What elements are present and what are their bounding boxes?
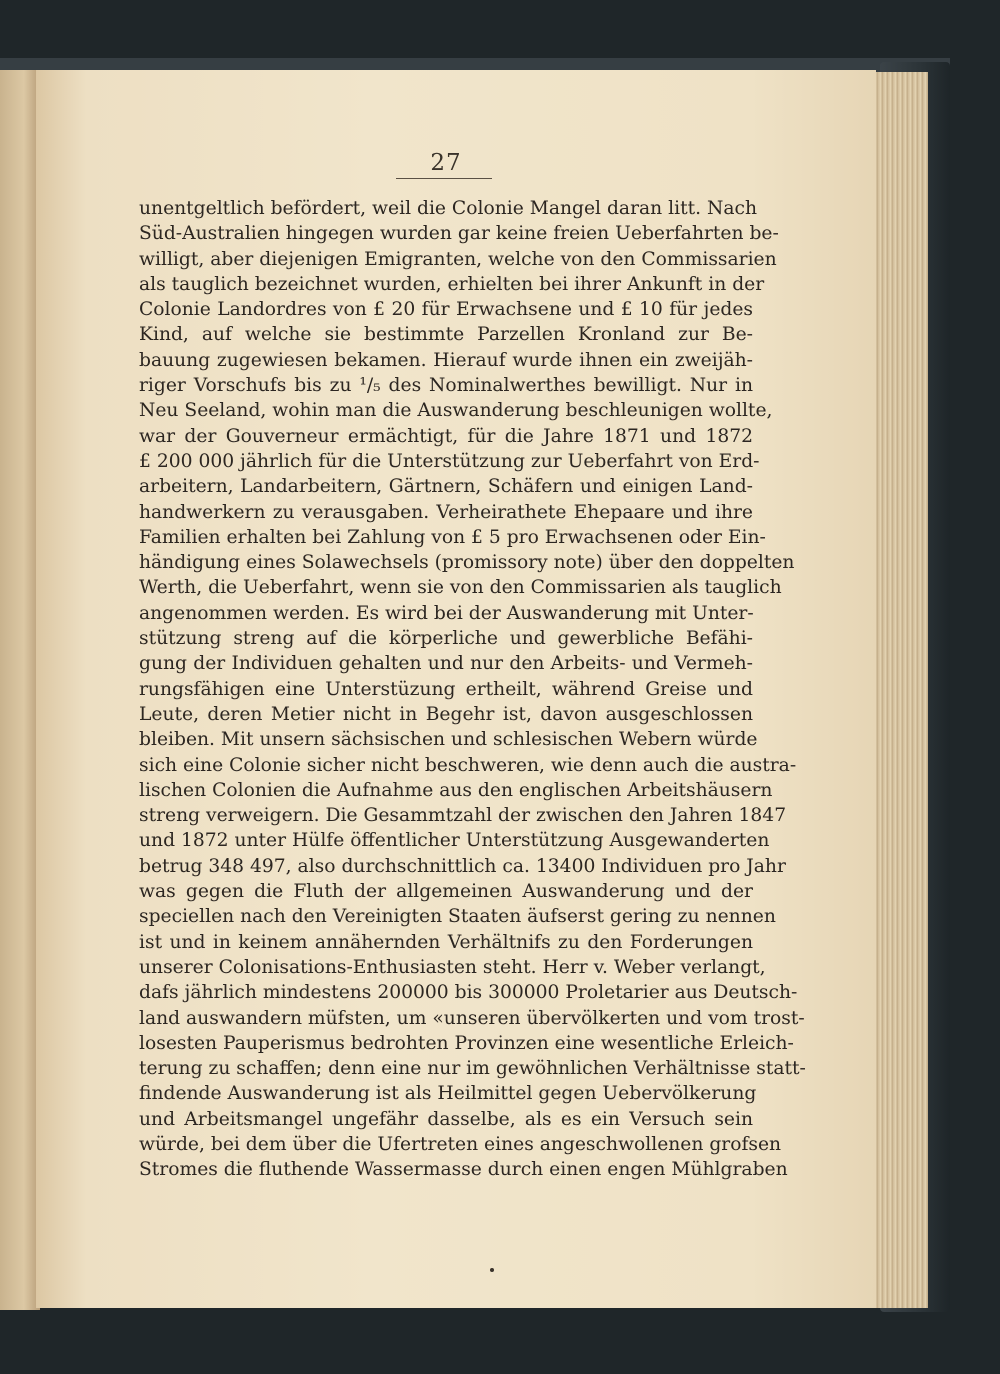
text-line: Kind, auf welche sie bestimmte Parzellen Kronland zur Be- bbox=[139, 324, 753, 346]
text-line: händigung eines Solawechsels (promissory note) über den doppelten bbox=[139, 552, 795, 574]
text-line: bleiben. Mit unsern sächsischen und schlesischen Webern würde bbox=[139, 729, 758, 751]
text-line: £ 200 000 jährlich für die Unterstützung zur Ueberfahrt von Erd- bbox=[139, 450, 760, 472]
text-line: lischen Colonien die Aufnahme aus den englischen Arbeitshäusern bbox=[139, 779, 773, 801]
text-line: war der Gouverneur ermächtigt, für die Jahre 1871 und 1872 bbox=[139, 425, 753, 447]
text-line: Süd-Australien hingegen wurden gar keine freien Ueberfahrten be- bbox=[139, 223, 779, 245]
text-line: gung der Individuen gehalten und nur den Arbeits- und Vermeh- bbox=[139, 653, 753, 675]
text-line: bauung zugewiesen bekamen. Hierauf wurde ihnen ein zweijäh- bbox=[139, 349, 753, 371]
text-line: unentgeltlich befördert, weil die Colonie Mangel daran litt. Nach bbox=[139, 198, 757, 219]
facing-page-edge bbox=[0, 70, 40, 1310]
text-line: handwerkern zu verausgaben. Verheirathete Ehepaare und ihre bbox=[139, 501, 753, 523]
text-line: würde, bei dem über die Ufertreten eines angeschwollenen grofsen bbox=[139, 1133, 782, 1155]
text-line: terung zu schaffen; denn eine nur im gewöhnlichen Verhältnisse statt- bbox=[139, 1058, 806, 1080]
text-line: willigt, aber diejenigen Emigranten, welche von den Commissarien bbox=[139, 248, 777, 270]
text-line: Werth, die Ueberfahrt, wenn sie von den Commissarien als tauglich bbox=[139, 577, 782, 599]
text-line: ist und in keinem annähernden Verhältnifs zu den Forderungen bbox=[139, 931, 753, 953]
page-block-edges bbox=[874, 72, 928, 1308]
text-line: Colonie Landordres von £ 20 für Erwachsene und £ 10 für jedes bbox=[139, 299, 753, 321]
body-text bbox=[139, 196, 806, 1183]
text-line: betrug 348 497, also durchschnittlich ca. 13400 Individuen pro Jahr bbox=[139, 855, 786, 877]
text-line: Stromes die fluthende Wassermasse durch einen engen Mühlgraben bbox=[139, 1159, 788, 1181]
text-line: was gegen die Fluth der allgemeinen Auswanderung und der bbox=[139, 881, 753, 903]
text-line: Neu Seeland, wohin man die Auswanderung beschleunigen wollte, bbox=[139, 400, 773, 422]
text-line: speciellen nach den Vereinigten Staaten äufserst gering zu nennen bbox=[139, 906, 776, 928]
text-line: dafs jährlich mindestens 200000 bis 300000 Proletarier aus Deutsch- bbox=[139, 982, 798, 1004]
specks bbox=[490, 1268, 494, 1272]
text-line: streng verweigern. Die Gesammtzahl der zwischen den Jahren 1847 bbox=[139, 805, 787, 827]
text-line: land auswandern müfsten, um «unseren übervölkerten und vom trost- bbox=[139, 1007, 805, 1029]
text-line: rungsfähigen eine Unterstüzung ertheilt, während Greise und bbox=[139, 678, 753, 700]
text-line: Familien erhalten bei Zahlung von £ 5 pro Erwachsenen oder Ein- bbox=[139, 526, 766, 548]
text-line: findende Auswanderung ist als Heilmittel gegen Uebervölkerung bbox=[139, 1083, 757, 1105]
text-line: riger Vorschufs bis zu ¹/₅ des Nominalwerthes bewilligt. Nur in bbox=[139, 375, 753, 397]
text-line: als tauglich bezeichnet wurden, erhielten bei ihrer Ankunft in der bbox=[139, 273, 765, 295]
text-line: Leute, deren Metier nicht in Begehr ist, davon ausgeschlossen bbox=[139, 703, 753, 725]
page-number-rule bbox=[396, 178, 492, 179]
text-line: sich eine Colonie sicher nicht beschweren, wie denn auch die austra- bbox=[139, 754, 797, 776]
text-line: arbeitern, Landarbeitern, Gärtnern, Schäfern und einigen Land- bbox=[139, 476, 753, 498]
text-line: unserer Colonisations-Enthusiasten steht. Herr v. Weber verlangt, bbox=[139, 956, 766, 978]
text-line: stützung streng auf die körperliche und gewerbliche Befähi- bbox=[139, 628, 753, 650]
text-line: angenommen werden. Es wird bei der Auswanderung mit Unter- bbox=[139, 602, 754, 624]
text-line: losesten Pauperismus bedrohten Provinzen eine wesentliche Erleich- bbox=[139, 1032, 794, 1054]
text-line: und 1872 unter Hülfe öffentlicher Unterstützung Ausgewanderten bbox=[139, 830, 770, 852]
text-line: und Arbeitsmangel ungefähr dasselbe, als es ein Versuch sein bbox=[139, 1108, 753, 1130]
page-number: 27 bbox=[430, 150, 462, 176]
